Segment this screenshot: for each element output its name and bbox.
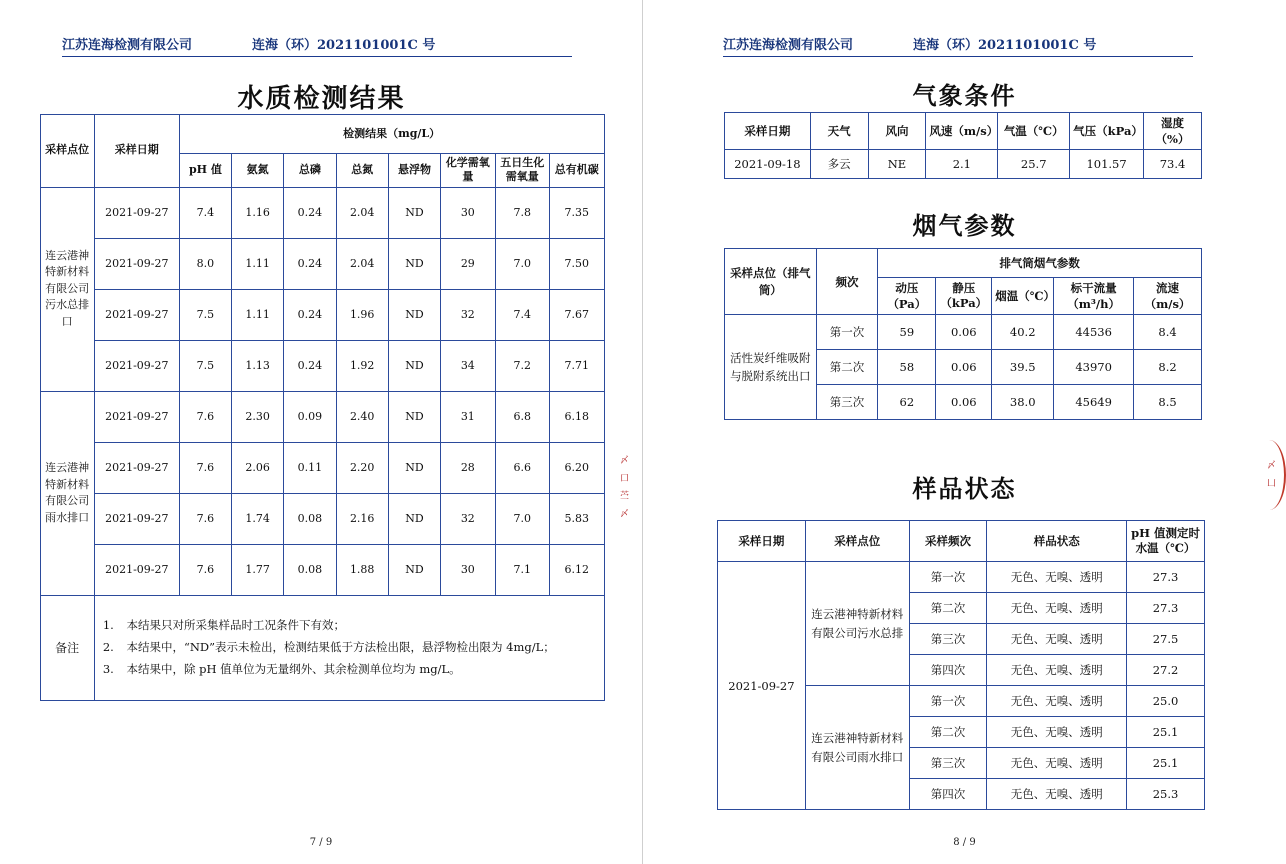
table-row	[40, 187, 604, 238]
cell-static-pressure: 0.06	[936, 350, 992, 385]
th-sampling-site: 采样点位	[805, 521, 909, 562]
cell-frequency: 第二次	[909, 717, 987, 748]
page-header-left	[62, 34, 572, 57]
cell-ammonia: 1.16	[232, 187, 284, 238]
cell-ammonia: 1.11	[232, 289, 284, 340]
cell-toc: 7.50	[549, 238, 604, 289]
cell-site-1: 连云港神特新材料有限公司污水总排口	[40, 187, 94, 391]
cell-frequency: 第三次	[909, 748, 987, 779]
cell-ammonia: 1.11	[232, 238, 284, 289]
note-index: 1.	[102, 617, 114, 632]
edge-stamp-right: 〆 凵	[1265, 460, 1275, 490]
page-number-left: 7 / 9	[309, 837, 333, 848]
notes-row	[40, 595, 604, 700]
cell-state: 无色、无嗅、透明	[987, 593, 1127, 624]
cell-velocity: 8.5	[1134, 385, 1202, 420]
cell-ss: ND	[388, 187, 440, 238]
th-total-phosphorus: 总磷	[284, 154, 336, 188]
cell-frequency: 第四次	[909, 779, 987, 810]
cell-bod: 7.1	[495, 544, 549, 595]
cell-ph: 7.5	[179, 289, 231, 340]
cell-tp: 0.24	[284, 340, 336, 391]
cell-ss: ND	[388, 289, 440, 340]
cell-ph: 7.5	[179, 340, 231, 391]
cell-water-temperature: 25.0	[1127, 686, 1205, 717]
th-air-pressure: 气压（kPa）	[1070, 113, 1144, 150]
note-item	[103, 659, 596, 681]
cell-bod: 7.8	[495, 187, 549, 238]
cell-air-temperature: 25.7	[998, 150, 1070, 179]
cell-bod: 6.6	[495, 442, 549, 493]
cell-wind-speed: 2.1	[926, 150, 998, 179]
cell-cod: 32	[441, 493, 495, 544]
cell-ss: ND	[388, 391, 440, 442]
table-row	[40, 289, 604, 340]
cell-water-temperature: 25.1	[1127, 748, 1205, 779]
cell-tn: 2.40	[336, 391, 388, 442]
th-date: 采样日期	[94, 115, 179, 188]
cell-ammonia: 2.06	[232, 442, 284, 493]
th-cod: 化学需氧量	[441, 154, 495, 188]
cell-water-temperature: 25.3	[1127, 779, 1205, 810]
th-site: 采样点位	[40, 115, 94, 188]
header-rule	[62, 56, 572, 57]
cell-sampling-date: 2021-09-27	[718, 562, 806, 810]
page-title: 水质检测结果	[237, 84, 406, 114]
th-ammonia: 氨氮	[232, 154, 284, 188]
cell-ph: 7.4	[179, 187, 231, 238]
cell-static-pressure: 0.06	[936, 315, 992, 350]
cell-ss: ND	[388, 238, 440, 289]
cell-static-pressure: 0.06	[936, 385, 992, 420]
header-company-name: 江苏连海检测有限公司	[723, 38, 854, 53]
table-row	[40, 493, 604, 544]
report-page-right	[643, 0, 1286, 864]
sample-status-table	[717, 520, 1205, 810]
cell-tp: 0.08	[284, 544, 336, 595]
th-sampling-date: 采样日期	[725, 113, 811, 150]
th-smoke-site: 采样点位（排气筒）	[725, 249, 817, 315]
cell-tp: 0.24	[284, 289, 336, 340]
th-standard-flow: 标干流量（m³/h）	[1054, 278, 1134, 315]
cell-date: 2021-09-27	[94, 442, 179, 493]
th-total-nitrogen: 总氮	[336, 154, 388, 188]
cell-date: 2021-09-27	[94, 544, 179, 595]
th-air-temperature: 气温（℃）	[998, 113, 1070, 150]
cell-smoke-temperature: 38.0	[992, 385, 1054, 420]
cell-site-2: 连云港神特新材料有限公司雨水排口	[40, 391, 94, 595]
cell-tn: 1.88	[336, 544, 388, 595]
cell-ph: 7.6	[179, 544, 231, 595]
th-ph-water-temperature: pH 值测定时水温（℃）	[1127, 521, 1205, 562]
cell-state: 无色、无嗅、透明	[987, 748, 1127, 779]
table-header-row	[725, 113, 1202, 150]
cell-cod: 30	[441, 187, 495, 238]
smoke-section-title: 烟气参数	[912, 211, 1017, 240]
th-toc: 总有机碳	[549, 154, 604, 188]
th-sampling-frequency: 采样频次	[909, 521, 987, 562]
cell-weather: 多云	[810, 150, 868, 179]
cell-dynamic-pressure: 62	[878, 385, 936, 420]
water-quality-table	[40, 114, 605, 701]
header-report-number: 连海（环）2021101001C 号	[252, 38, 436, 53]
cell-state: 无色、无嗅、透明	[987, 717, 1127, 748]
table-header-row	[40, 115, 604, 154]
cell-air-pressure: 101.57	[1070, 150, 1144, 179]
cell-tn: 2.04	[336, 187, 388, 238]
cell-toc: 7.71	[549, 340, 604, 391]
cell-ss: ND	[388, 340, 440, 391]
cell-tp: 0.11	[284, 442, 336, 493]
note-item	[103, 615, 596, 637]
cell-frequency: 第一次	[909, 562, 987, 593]
notes-label: 备注	[40, 595, 94, 700]
note-item	[103, 637, 596, 659]
cell-frequency: 第三次	[816, 385, 878, 420]
cell-tp: 0.08	[284, 493, 336, 544]
weather-table	[724, 112, 1202, 179]
cell-date: 2021-09-27	[94, 493, 179, 544]
cell-water-temperature: 27.5	[1127, 624, 1205, 655]
cell-cod: 32	[441, 289, 495, 340]
cell-ph: 8.0	[179, 238, 231, 289]
th-sampling-date: 采样日期	[718, 521, 806, 562]
table-header-row	[718, 521, 1205, 562]
cell-toc: 7.67	[549, 289, 604, 340]
cell-ss: ND	[388, 493, 440, 544]
table-row	[725, 315, 1202, 350]
header-report-number: 连海（环）2021101001C 号	[913, 38, 1097, 53]
cell-cod: 31	[441, 391, 495, 442]
table-row	[40, 340, 604, 391]
th-smoke-temperature: 烟温（℃）	[992, 278, 1054, 315]
cell-ss: ND	[388, 544, 440, 595]
edge-stamp-left: 〆 口 苎 〆	[618, 455, 628, 521]
cell-ph: 7.6	[179, 493, 231, 544]
cell-tp: 0.09	[284, 391, 336, 442]
cell-cod: 30	[441, 544, 495, 595]
cell-tn: 1.96	[336, 289, 388, 340]
header-rule	[723, 56, 1193, 57]
cell-cod: 28	[441, 442, 495, 493]
cell-date: 2021-09-27	[94, 289, 179, 340]
cell-tn: 2.16	[336, 493, 388, 544]
table-row	[40, 544, 604, 595]
th-result-group: 检测结果（mg/L）	[179, 115, 604, 154]
notes-content	[94, 595, 604, 700]
cell-bod: 7.0	[495, 493, 549, 544]
cell-state: 无色、无嗅、透明	[987, 686, 1127, 717]
th-bod: 五日生化需氧量	[495, 154, 549, 188]
cell-standard-flow: 43970	[1054, 350, 1134, 385]
cell-bod: 6.8	[495, 391, 549, 442]
cell-bod: 7.2	[495, 340, 549, 391]
cell-toc: 7.35	[549, 187, 604, 238]
cell-cod: 29	[441, 238, 495, 289]
th-ph: pH 值	[179, 154, 231, 188]
table-header-row	[725, 249, 1202, 278]
table-row	[40, 442, 604, 493]
cell-water-temperature: 25.1	[1127, 717, 1205, 748]
cell-toc: 6.12	[549, 544, 604, 595]
cell-date: 2021-09-27	[94, 340, 179, 391]
cell-sampling-date: 2021-09-18	[725, 150, 811, 179]
cell-water-temperature: 27.2	[1127, 655, 1205, 686]
weather-section-title: 气象条件	[912, 81, 1017, 110]
table-row	[40, 238, 604, 289]
note-text: 本结果中，“ND”表示未检出，检测结果低于方法检出限，悬浮物检出限为 4mg/L；	[126, 639, 555, 654]
cell-ammonia: 2.30	[232, 391, 284, 442]
cell-smoke-site: 活性炭纤维吸附与脱附系统出口	[725, 315, 817, 420]
cell-tp: 0.24	[284, 238, 336, 289]
th-dynamic-pressure: 动压（Pa）	[878, 278, 936, 315]
header-company-name: 江苏连海检测有限公司	[62, 38, 193, 53]
cell-standard-flow: 45649	[1054, 385, 1134, 420]
cell-toc: 5.83	[549, 493, 604, 544]
th-sample-state: 样品状态	[987, 521, 1127, 562]
cell-state: 无色、无嗅、透明	[987, 655, 1127, 686]
cell-dynamic-pressure: 59	[878, 315, 936, 350]
th-weather: 天气	[810, 113, 868, 150]
cell-bod: 7.0	[495, 238, 549, 289]
th-wind-direction: 风向	[868, 113, 926, 150]
cell-ph: 7.6	[179, 391, 231, 442]
cell-tn: 2.04	[336, 238, 388, 289]
cell-frequency: 第四次	[909, 655, 987, 686]
cell-ammonia: 1.13	[232, 340, 284, 391]
cell-humidity: 73.4	[1144, 150, 1202, 179]
cell-cod: 34	[441, 340, 495, 391]
note-index: 2.	[102, 639, 114, 654]
cell-ss: ND	[388, 442, 440, 493]
cell-state: 无色、无嗅、透明	[987, 779, 1127, 810]
cell-date: 2021-09-27	[94, 187, 179, 238]
note-index: 3.	[102, 661, 114, 676]
th-velocity: 流速（m/s）	[1134, 278, 1202, 315]
cell-frequency: 第一次	[816, 315, 878, 350]
note-text: 本结果中，除 pH 值单位为无量纲外、其余检测单位均为 mg/L。	[126, 661, 461, 676]
th-humidity: 湿度（%）	[1144, 113, 1202, 150]
cell-tn: 2.20	[336, 442, 388, 493]
cell-velocity: 8.2	[1134, 350, 1202, 385]
cell-smoke-temperature: 40.2	[992, 315, 1054, 350]
th-smoke-frequency: 频次	[816, 249, 878, 315]
cell-frequency: 第二次	[909, 593, 987, 624]
cell-state: 无色、无嗅、透明	[987, 562, 1127, 593]
cell-frequency: 第三次	[909, 624, 987, 655]
cell-sampling-site-1: 连云港神特新材料有限公司污水总排	[805, 562, 909, 686]
table-row	[40, 391, 604, 442]
cell-bod: 7.4	[495, 289, 549, 340]
cell-tp: 0.24	[284, 187, 336, 238]
note-text: 本结果只对所采集样品时工况条件下有效；	[126, 617, 345, 632]
cell-standard-flow: 44536	[1054, 315, 1134, 350]
cell-dynamic-pressure: 58	[878, 350, 936, 385]
cell-toc: 6.18	[549, 391, 604, 442]
cell-toc: 6.20	[549, 442, 604, 493]
cell-state: 无色、无嗅、透明	[987, 624, 1127, 655]
table-row	[718, 562, 1205, 593]
cell-water-temperature: 27.3	[1127, 593, 1205, 624]
page-header-right	[723, 34, 1193, 57]
cell-tn: 1.92	[336, 340, 388, 391]
th-static-pressure: 静压（kPa）	[936, 278, 992, 315]
page-number-right: 8 / 9	[953, 837, 976, 848]
cell-frequency: 第二次	[816, 350, 878, 385]
th-wind-speed: 风速（m/s）	[926, 113, 998, 150]
smoke-parameters-table	[724, 248, 1202, 420]
cell-date: 2021-09-27	[94, 238, 179, 289]
th-smoke-group: 排气筒烟气参数	[878, 249, 1202, 278]
cell-ph: 7.6	[179, 442, 231, 493]
cell-smoke-temperature: 39.5	[992, 350, 1054, 385]
cell-date: 2021-09-27	[94, 391, 179, 442]
cell-sampling-site-2: 连云港神特新材料有限公司雨水排口	[805, 686, 909, 810]
th-suspended-solids: 悬浮物	[388, 154, 440, 188]
cell-frequency: 第一次	[909, 686, 987, 717]
cell-velocity: 8.4	[1134, 315, 1202, 350]
cell-wind-direction: NE	[868, 150, 926, 179]
sample-section-title: 样品状态	[912, 474, 1017, 503]
cell-water-temperature: 27.3	[1127, 562, 1205, 593]
cell-ammonia: 1.77	[232, 544, 284, 595]
cell-ammonia: 1.74	[232, 493, 284, 544]
table-row	[725, 150, 1202, 179]
